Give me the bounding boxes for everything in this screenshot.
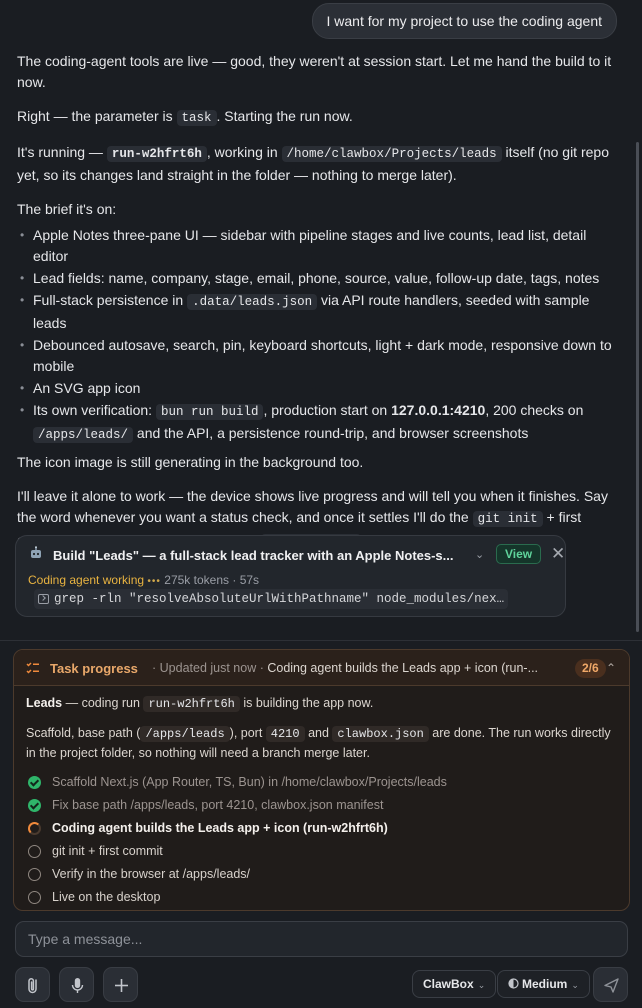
detail-text: Scaffold, base path ( [26, 726, 141, 740]
summary-text: — coding run [62, 696, 144, 710]
list-item [17, 290, 617, 334]
command-text: grep -rln "resolveAbsoluteUrlWithPathname" node_modules/nex… [54, 592, 505, 606]
step-label: Scaffold Next.js (App Router, TS, Bun) in /home/clawbox/Projects/leads [52, 775, 447, 789]
task-progress-meta [152, 658, 562, 679]
status-separator: · [232, 573, 237, 587]
assistant-text: It's running — [17, 144, 107, 160]
message-composer [15, 921, 628, 957]
agent-current-command [34, 589, 508, 609]
run-id-code: run-w2hfrt6h [143, 696, 239, 712]
assistant-text: itself (no git repo yet, so its changes land straight in the folder — nothing to merge later). [17, 144, 609, 183]
inline-code: 4210 [266, 726, 305, 742]
task-step [26, 888, 620, 911]
assistant-text: . Starting the run now. [216, 108, 353, 124]
model-select[interactable] [412, 970, 496, 998]
view-button[interactable]: View [496, 544, 541, 564]
divider [0, 640, 642, 641]
assistant-paragraph [17, 106, 617, 129]
check-circle-icon [28, 776, 41, 789]
effort-select-label: Medium [522, 977, 568, 991]
plus-icon [104, 968, 139, 1003]
send-button[interactable] [593, 967, 628, 1002]
empty-circle-icon [28, 845, 41, 858]
chevron-up-icon[interactable]: ⌃ [606, 661, 617, 675]
task-progress-body [26, 694, 620, 911]
assistant-paragraph [17, 452, 617, 473]
inline-code: git init [473, 511, 543, 527]
working-dots-icon: ••• [147, 576, 161, 587]
half-circle-icon [508, 978, 519, 989]
assistant-paragraph [17, 142, 617, 186]
assistant-text: The coding-agent tools are live — good, they weren't at session start. Let me hand the build to it now. [17, 53, 612, 90]
assistant-message [17, 51, 617, 566]
path-code: /home/clawbox/Projects/leads [282, 146, 502, 162]
task-progress-header[interactable] [14, 650, 630, 686]
step-label: git init + first commit [52, 844, 163, 858]
robot-icon [29, 546, 43, 560]
step-label: Live on the desktop [52, 890, 161, 904]
agent-working-label: Coding agent working [28, 573, 145, 587]
list-item [17, 225, 617, 267]
terminal-icon [38, 594, 49, 604]
detail-text: and [304, 726, 333, 740]
coding-agent-card[interactable] [15, 535, 566, 617]
detail-text: ), port [229, 726, 266, 740]
task-step [26, 796, 620, 819]
chevron-down-icon: ⌄ [477, 980, 486, 990]
step-label: Coding agent builds the Leads app + icon (run-w2hfrt6h) [52, 821, 388, 835]
list-item [17, 268, 617, 289]
list-item-text: Full-stack persistence in [33, 292, 188, 308]
list-item-text: and the API, a persistence round-trip, and browser screenshots [133, 425, 529, 441]
empty-circle-icon [28, 891, 41, 904]
assistant-text: The brief it's on: [17, 201, 117, 217]
check-circle-icon [28, 799, 41, 812]
step-count-badge: 2/6 [575, 659, 606, 678]
empty-circle-icon [28, 868, 41, 881]
spinner-icon [28, 822, 41, 835]
list-item-text: , production start on [263, 402, 392, 418]
scrollbar-thumb[interactable] [636, 142, 639, 632]
assistant-text: The icon image is still generating in the background too. [17, 454, 364, 470]
current-step-label: Coding agent builds the Leads app + icon (run-... [267, 661, 539, 675]
assistant-text: + first [546, 509, 582, 525]
inline-code: bun run build [156, 404, 264, 420]
chevron-down-icon: ⌄ [571, 980, 579, 990]
list-item-text: Its own verification: [33, 402, 156, 418]
inline-code: /apps/leads [140, 726, 229, 742]
paperclip-icon [16, 968, 51, 1003]
inline-code: .data/leads.json [187, 294, 317, 310]
task-steps-list [26, 773, 620, 911]
task-step [26, 773, 620, 796]
brief-list [17, 225, 617, 446]
assistant-paragraph [17, 51, 617, 93]
user-message-text: I want for my project to use the coding agent [326, 13, 602, 29]
assistant-text: I'll leave it alone to work — the device shows live progress and will tell you when it finishes. Say the word whenever you want a status check, and once it settles I'll do the [17, 488, 608, 525]
token-count: 275k tokens [164, 573, 229, 587]
microphone-button[interactable] [59, 967, 94, 1002]
user-message-bubble [312, 3, 618, 39]
inline-code: task [177, 110, 217, 126]
agent-task-title[interactable]: Build "Leads" — a full-stack lead tracker with an Apple Notes-s... [53, 548, 454, 563]
task-step [26, 819, 620, 842]
run-id-code: run-w2hfrt6h [107, 146, 207, 162]
task-summary [26, 694, 620, 714]
list-item-text: , 200 checks on [485, 402, 584, 418]
checklist-icon [26, 661, 40, 675]
updated-label: · Updated just now · [152, 661, 264, 675]
list-item-text: An SVG app icon [33, 380, 141, 396]
detail-text: are done. The run works directly in the project folder, so nothing will need a branch merge later. [26, 726, 611, 760]
assistant-text: , working in [206, 144, 282, 160]
list-item-text: Apple Notes three-pane UI — sidebar with pipeline stages and live counts, lead list, detail editor [33, 227, 587, 264]
chevron-down-icon[interactable]: ⌄ [475, 549, 485, 561]
inline-code: /apps/leads/ [33, 427, 133, 443]
effort-select[interactable] [497, 970, 590, 998]
step-label: Fix base path /apps/leads, port 4210, clawbox.json manifest [52, 798, 384, 812]
elapsed-time: 57s [239, 573, 260, 587]
assistant-paragraph [17, 199, 617, 220]
microphone-icon [60, 968, 95, 1003]
send-icon [594, 968, 629, 1003]
list-item [17, 400, 617, 446]
close-icon[interactable]: ✕ [551, 544, 566, 563]
add-button[interactable] [103, 967, 138, 1002]
model-select-label: ClawBox [423, 977, 474, 991]
list-item-text: via API route handlers, seeded with sample leads [33, 292, 590, 331]
step-label: Verify in the browser at /apps/leads/ [52, 867, 251, 881]
list-item [17, 378, 617, 399]
list-item-text: Debounced autosave, search, pin, keyboard shortcuts, light + dark mode, responsive down to mobile [33, 337, 612, 374]
message-input[interactable] [28, 922, 615, 956]
list-item [17, 335, 617, 377]
task-progress-panel [13, 649, 630, 911]
task-detail [26, 724, 620, 763]
task-step [26, 842, 620, 865]
address-text: 127.0.0.1:4210 [391, 402, 486, 418]
task-progress-title: Task progress [50, 661, 138, 676]
project-name: Leads [26, 696, 63, 710]
attach-button[interactable] [15, 967, 50, 1002]
inline-code: clawbox.json [332, 726, 428, 742]
summary-text: is building the app now. [239, 696, 374, 710]
list-item-text: Lead fields: name, company, stage, email, phone, source, value, follow-up date, tags, notes [33, 270, 600, 286]
assistant-text: Right — the parameter is [17, 108, 177, 124]
task-step [26, 865, 620, 888]
